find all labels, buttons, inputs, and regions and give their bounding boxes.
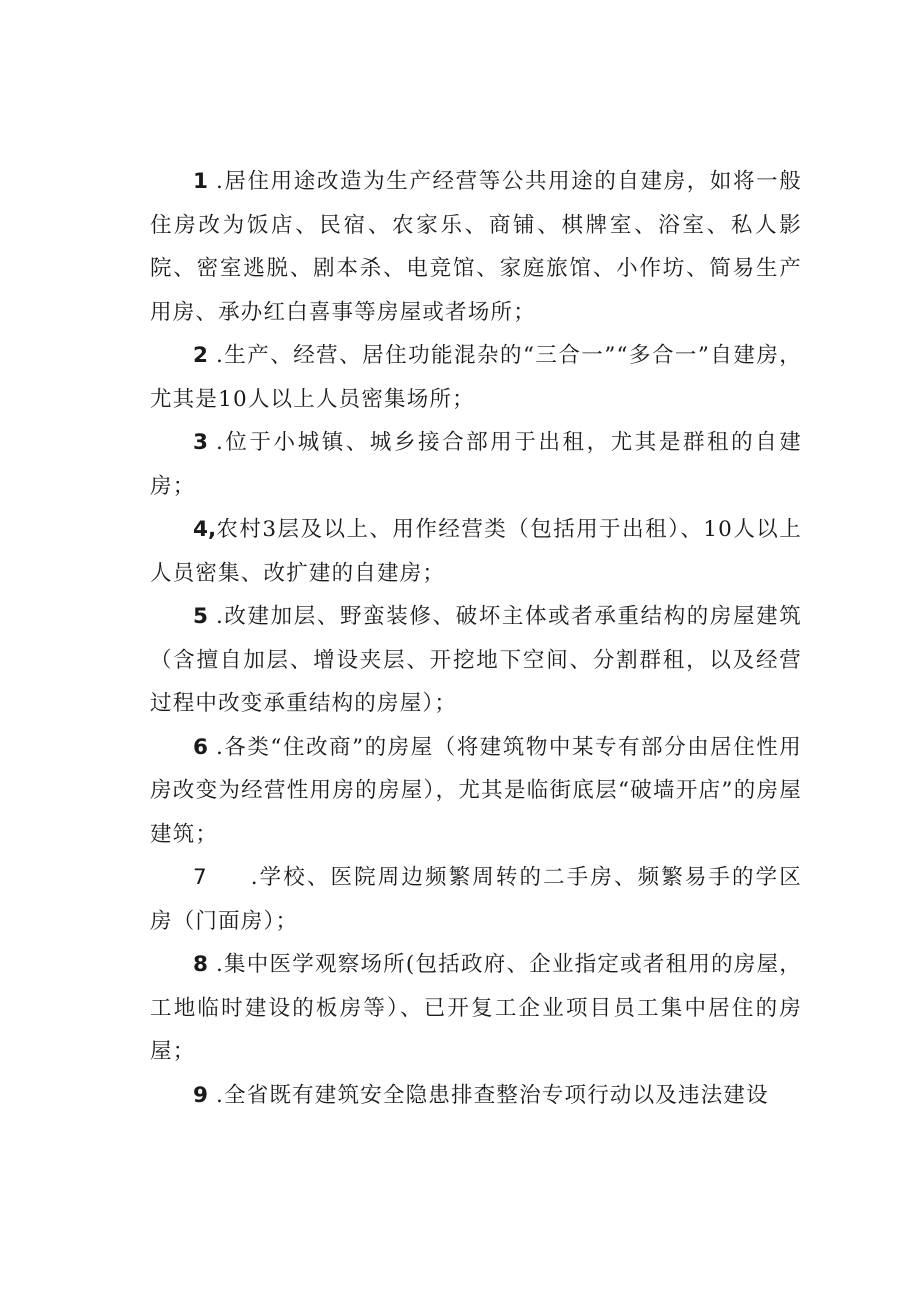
item-number: 4, <box>193 517 217 542</box>
list-item-5 <box>150 595 802 726</box>
list-item-3 <box>150 421 802 508</box>
item-number: 2 <box>193 343 208 368</box>
item-text: .学校、医院周边频繁周转的二手房、频繁易手的学区房（门面房）； <box>150 865 802 934</box>
list-item-6 <box>150 726 802 857</box>
item-number: 9 <box>193 1082 208 1108</box>
document-body <box>150 160 802 1117</box>
item-number: 6 <box>193 734 208 760</box>
list-item-7 <box>150 856 802 943</box>
item-text: .各类“住改商”的房屋（将建筑物中某专有部分由居住性用房改变为经营性用房的房屋），尤其是临街底层“破墙开店”的房屋建筑； <box>150 734 802 847</box>
item-number: 1 <box>193 169 208 194</box>
list-item-2 <box>150 334 802 421</box>
item-number: 3 <box>193 430 208 455</box>
item-number: 5 <box>193 604 208 629</box>
item-text: .改建加层、野蛮装修、破坏主体或者承重结构的房屋建筑（含擅自加层、增设夹层、开挖地下空间、分割群租，以及经营过程中改变承重结构的房屋）； <box>150 604 802 716</box>
item-number: 7 <box>193 865 207 890</box>
item-text: .居住用途改造为生产经营等公共用途的自建房，如将一般住房改为饭店、民宿、农家乐、商铺、棋牌室、浴室、私人影院、密室逃脱、剧本杀、电竞馆、家庭旅馆、小作坊、简易生产用房、承办红白喜事等房屋或者场所； <box>150 169 802 325</box>
list-item-8 <box>150 943 802 1074</box>
list-item-4 <box>150 508 802 595</box>
item-text: .集中医学观察场所(包括政府、企业指定或者租用的房屋，工地临时建设的板房等）、已开复工企业项目员工集中居住的房屋； <box>150 952 802 1064</box>
item-text: .生产、经营、居住功能混杂的“三合一”“多合一”自建房，尤其是10人以上人员密集场所； <box>150 343 802 412</box>
item-text: 农村3层及以上、用作经营类（包括用于出租）、10人以上人员密集、改扩建的自建房； <box>150 517 802 586</box>
list-item-1 <box>150 160 802 334</box>
item-text: .位于小城镇、城乡接合部用于出租，尤其是群租的自建房； <box>150 430 802 499</box>
list-item-9 <box>150 1074 802 1118</box>
item-number: 8 <box>193 952 208 977</box>
item-text: .全省既有建筑安全隐患排查整治专项行动以及违法建设 <box>215 1082 769 1108</box>
